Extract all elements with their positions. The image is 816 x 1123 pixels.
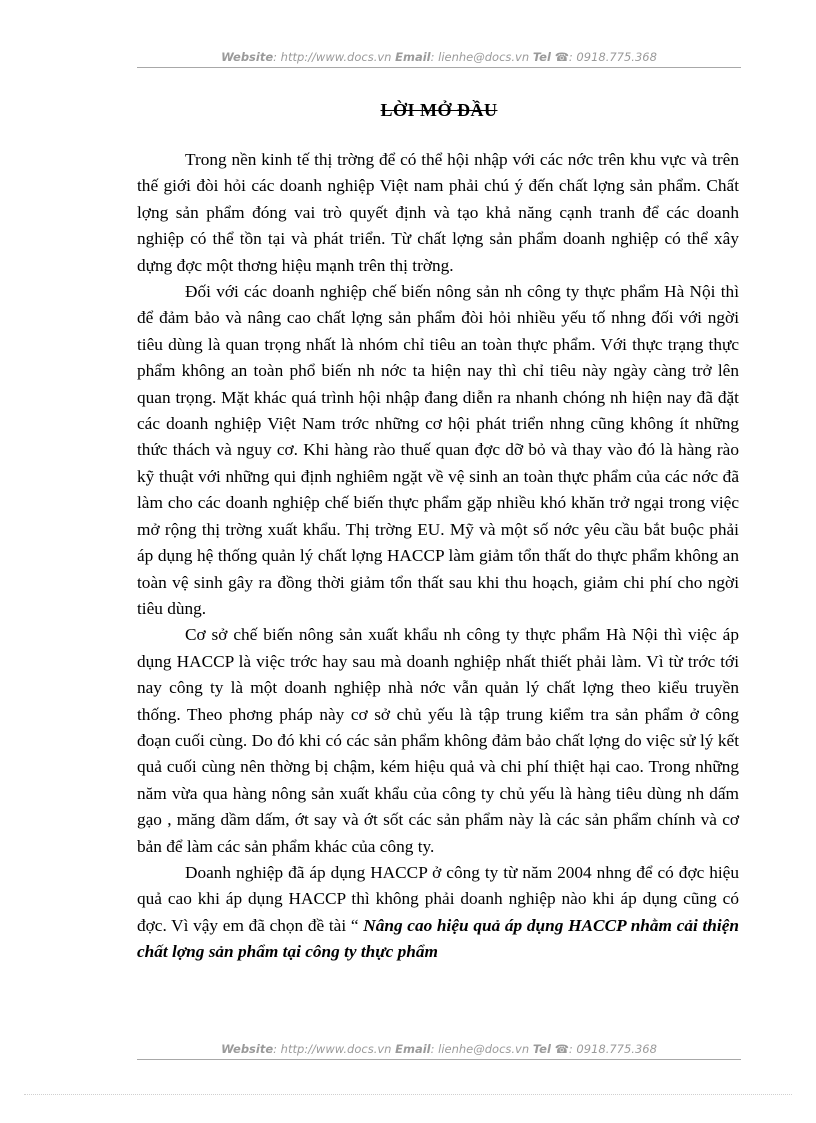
paragraph-4-text: Doanh nghiệp đã áp dụng HACCP ở công ty từ năm 2004 nhng để có đợc hiệu quả cao khi áp dụng HACCP thì không phải doanh nghiệp nào khi áp dụng cũng có đợc. Vì vậy em đã chọn đề tài “ — [137, 862, 739, 935]
footer-email-label: Email — [395, 1042, 431, 1056]
page-edge-divider — [24, 1094, 792, 1095]
page-title: LỜI MỞ ĐẦU — [380, 100, 498, 120]
document-body — [137, 147, 739, 966]
footer-tel-value: : 0918.775.368 — [568, 1042, 657, 1056]
footer-tel-label: Tel — [532, 1042, 551, 1056]
page-footer — [137, 1042, 741, 1056]
header-website-value: : http://www.docs.vn — [273, 50, 392, 64]
footer-rule — [137, 1059, 741, 1060]
footer-website-value: : http://www.docs.vn — [273, 1042, 392, 1056]
header-website-label: Website — [221, 50, 274, 64]
paragraph-2: Đối với các doanh nghiệp chế biến nông sản nh công ty thực phẩm Hà Nội thì để đảm bảo và nâng cao chất lợng sản phẩm đòi hỏi nhiều yếu tố nhng đối với ngời tiêu dùng là quan trọng nhất là nhóm chỉ tiêu an toàn thực phẩm. Với thực trạng thực phẩm không an toàn phổ biến nh nớc ta hiện nay thì chỉ tiêu này ngày càng trở lên quan trọng. Mặt khác quá trình hội nhập đang diễn ra nhanh chóng nh hiện nay đã đặt các doanh nghiệp Việt Nam trớc những cơ hội phát triển nhng cũng không ít những thức thách và nguy cơ. Khi hàng rào thuế quan đợc dỡ bỏ và thay vào đó là hàng rào kỹ thuật với những qui định nghiêm ngặt về vệ sinh an toàn thực phẩm của các nớc đã làm cho các doanh nghiệp chế biến thực phẩm gặp nhiều khó khăn trở ngại trong việc mở rộng thị trờng xuất khẩu. Thị trờng EU. Mỹ và một số nớc yêu cầu bắt buộc phải áp dụng hệ thống quản lý chất lợng HACCP làm giảm tổn thất do thực phẩm không an toàn vệ sinh gây ra đồng thời giảm tổn thất sau khi thu hoạch, giảm chi phí cho ngời tiêu dùng. — [137, 282, 739, 618]
header-email-label: Email — [395, 50, 431, 64]
header-tel-label: Tel — [532, 50, 551, 64]
header-rule — [137, 67, 741, 68]
phone-icon: ☎ — [554, 50, 569, 64]
page-header — [137, 50, 741, 64]
footer-email-value: : lienhe@docs.vn — [430, 1042, 530, 1056]
paragraph-4 — [137, 860, 739, 966]
thesis-title-emphasis: Nâng cao hiệu quả áp dụng HACCP nhằm cải thiện chất lợng sản phẩm tại công ty thực phẩm — [137, 915, 739, 962]
footer-website-label: Website — [221, 1042, 274, 1056]
paragraph-1: Trong nền kinh tế thị trờng để có thể hội nhập với các nớc trên khu vực và trên thế giới đòi hỏi các doanh nghiệp Việt nam phải chú ý đến chất lợng sản phẩm. Chất lợng sản phẩm đóng vai trò quyết định và tạo khả năng cạnh tranh để các doanh nghiệp có thể tồn tại và phát triển. Từ chất lợng sản phẩm doanh nghiệp có thể xây dựng đợc một thơng hiệu mạnh trên thị trờng. — [137, 150, 739, 275]
header-email-value: : lienhe@docs.vn — [430, 50, 530, 64]
phone-icon: ☎ — [554, 1042, 569, 1056]
paragraph-3: Cơ sở chế biến nông sản xuất khẩu nh công ty thực phẩm Hà Nội thì việc áp dụng HACCP là việc trớc hay sau mà doanh nghiệp nhất thiết phải làm. Vì từ trớc tới nay công ty là một doanh nghiệp nhà nớc vẫn quản lý chất lợng theo kiểu truyền thống. Theo phơng pháp này cơ sở chủ yếu là tập trung kiểm tra sản phẩm ở công đoạn cuối cùng. Do đó khi có các sản phẩm không đảm bảo chất lợng do việc sử lý kết quả cuối cùng nên thờng bị chậm, kém hiệu quả và chi phí thiệt hại cao. Trong những năm vừa qua hàng nông sản xuất khẩu của công ty chủ yếu là hàng tiêu dùng nh dấm gạo , măng dầm dấm, ớt say và ớt sốt các sản phẩm này là các sản phẩm chính và cơ bản để làm các sản phẩm khác của công ty. — [137, 625, 739, 856]
header-tel-value: : 0918.775.368 — [568, 50, 657, 64]
